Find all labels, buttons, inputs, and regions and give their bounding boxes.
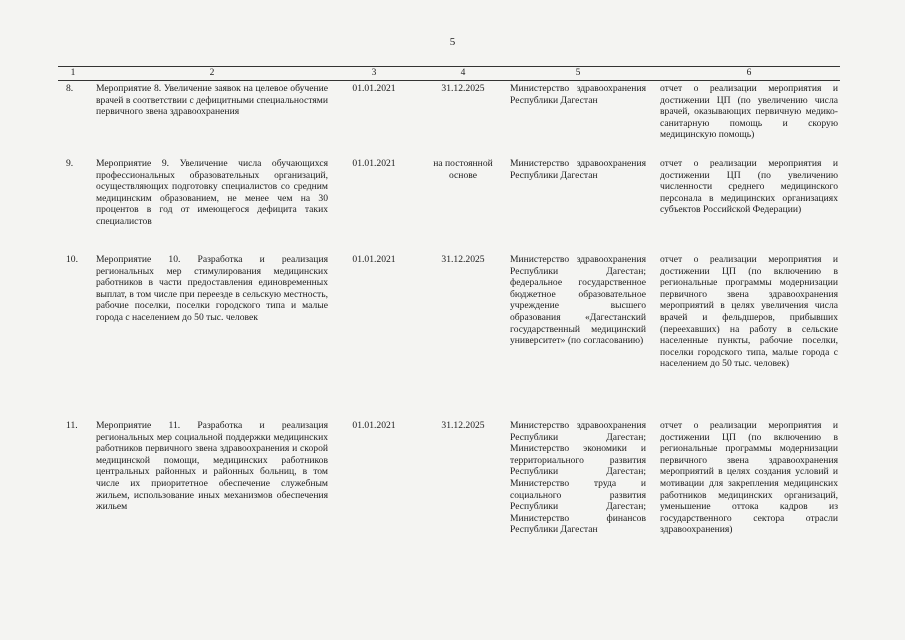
- header-col-6: 6: [746, 68, 752, 78]
- executor: Министерство здравоохранения Республики Дагестан: [510, 83, 646, 106]
- start-date: 01.01.2021: [352, 420, 396, 431]
- table-header: [58, 66, 840, 81]
- header-col-5: 5: [575, 68, 581, 78]
- row-number: 8.: [66, 83, 74, 94]
- row-number: 10.: [66, 254, 78, 265]
- expected-result: отчет о реализации мероприятия и достижении ЦП (по включению в региональные программы модернизации первичного звена здравоохранения мероприятий в целях увеличения числа врачей и фельдшеров, прибывших (переехавших) на работу в сельские населенные пункты, рабочие поселки, поселки городского типа, малые города с населением до 50 тыс. человек): [660, 254, 838, 370]
- header-col-2: 2: [209, 68, 215, 78]
- start-date: 01.01.2021: [352, 158, 396, 169]
- row-number: 9.: [66, 158, 74, 169]
- header-col-4: 4: [460, 68, 466, 78]
- header-col-1: 1: [70, 68, 76, 78]
- measure-name: Мероприятие 11. Разработка и реализация региональных мер социальной поддержки медицинских работников первичного звена здравоохранения и скорой медицинской помощи, медицинских работников центральных районных и районных больниц, в том числе их приоритетное обеспечение служебным жильем, использование иных механизмов обеспечения жильем: [96, 420, 328, 513]
- expected-result: отчет о реализации мероприятия и достижении ЦП (по включению в региональные программы модернизации первичного звена здравоохранения мероприятий в целях создания условий и мотивации для закрепления медицинских работников медицинских организаций, уменьшение оттока кадров из государственного сектора отрасли здравоохранения): [660, 420, 838, 536]
- measure-name: Мероприятие 10. Разработка и реализация региональных мер стимулирования медицинских работников в части предоставления единовременных выплат, в том числе при переезде в сельскую местность, рабочие поселки, поселки городского типа и малые города с населением до 50 тыс. человек: [96, 254, 328, 323]
- start-date: 01.01.2021: [352, 254, 396, 265]
- expected-result: отчет о реализации мероприятия и достижении ЦП (по увеличению числа врачей, оказывающих первичную медико-санитарную помощь и скорую медицинскую помощь): [660, 83, 838, 141]
- executor: Министерство здравоохранения Республики Дагестан: [510, 158, 646, 181]
- page-number: 5: [449, 36, 456, 48]
- expected-result: отчет о реализации мероприятия и достижении ЦП (по увеличению численности среднего медицинского персонала в медицинских организациях субъектов Российской Федерации): [660, 158, 838, 216]
- measure-name: Мероприятие 9. Увеличение числа обучающихся профессиональных образовательных организаций, осуществляющих подготовку специалистов со средним медицинским образованием, не менее чем на 30 процентов в год от имеющегося дефицита таких специалистов: [96, 158, 328, 227]
- executor: Министерство здравоохранения Республики Дагестан; Министерство экономики и территориального развития Республики Дагестан; Министерство труда и социального развития Республики Дагестан; Министерство финансов Республики Дагестан: [510, 420, 646, 536]
- start-date: 01.01.2021: [352, 83, 396, 94]
- end-date: на постоянной основе: [433, 158, 493, 181]
- end-date: 31.12.2025: [441, 83, 485, 94]
- measure-name: Мероприятие 8. Увеличение заявок на целевое обучение врачей в соответствии с дефицитными специальностями первичного звена здравоохранения: [96, 83, 328, 118]
- row-number: 11.: [66, 420, 78, 431]
- header-col-3: 3: [371, 68, 377, 78]
- end-date: 31.12.2025: [441, 420, 485, 431]
- end-date: 31.12.2025: [441, 254, 485, 265]
- executor: Министерство здравоохранения Республики Дагестан; федеральное государственное бюджетное образовательное учреждение высшего образования «Дагестанский государственный медицинский университет» (по согласованию): [510, 254, 646, 347]
